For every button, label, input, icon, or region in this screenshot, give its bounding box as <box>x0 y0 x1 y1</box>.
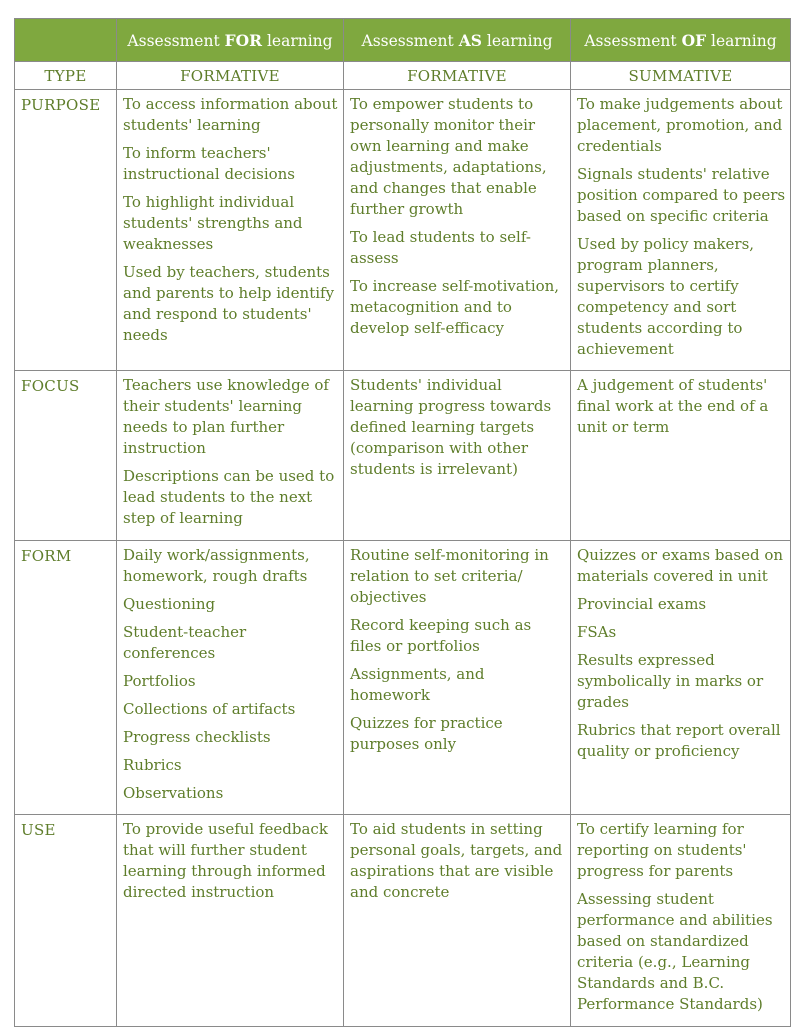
cell-item: Students' individual learning progress towards defined learning targets (comparison with other students is irrelevant) <box>350 376 552 478</box>
cell-item: Student-teacher conferences <box>123 623 247 662</box>
use-cell-as <box>344 815 571 1027</box>
focus-cell-for <box>117 371 344 541</box>
cell-item: Observations <box>123 784 224 802</box>
row-label-purpose: PURPOSE <box>15 90 117 371</box>
cell-item: Results expressed symbolically in marks or grades <box>577 651 764 711</box>
cell-item: Progress checklists <box>123 728 271 746</box>
row-purpose <box>15 90 791 371</box>
assessment-comparison-table <box>14 18 791 1027</box>
row-label-use: USE <box>15 815 117 1027</box>
cell-item: To provide useful feedback that will further student learning through informed directed instruction <box>123 820 328 901</box>
row-use <box>15 815 791 1027</box>
focus-cell-of <box>571 371 791 541</box>
header-assessment-of: Assessment OF learning <box>571 19 791 62</box>
header-corner-cell <box>15 19 117 62</box>
cell-item: Routine self-monitoring in relation to set criteria/ objectives <box>350 546 549 606</box>
purpose-cell-of <box>571 90 791 371</box>
cell-item: Portfolios <box>123 672 196 690</box>
cell-item: Used by policy makers, program planners, supervisors to certify competency and sort students according to achievement <box>577 235 755 358</box>
cell-item: To certify learning for reporting on students' progress for parents <box>577 820 747 880</box>
use-cell-for <box>117 815 344 1027</box>
cell-item: Descriptions can be used to lead students to the next step of learning <box>123 467 335 527</box>
cell-item: Signals students' relative position compared to peers based on specific criteria <box>577 165 786 225</box>
cell-item: Rubrics that report overall quality or proficiency <box>577 721 781 760</box>
row-label-form: FORM <box>15 541 117 815</box>
row-label-type: TYPE <box>15 62 117 90</box>
cell-item: Assignments, and homework <box>350 665 485 704</box>
assessment-table-container <box>14 18 791 1027</box>
cell-item: To inform teachers' instructional decisions <box>123 144 296 183</box>
cell-item: Daily work/assignments, homework, rough drafts <box>123 546 310 585</box>
type-value-for: FORMATIVE <box>117 62 344 90</box>
type-value-of: SUMMATIVE <box>571 62 791 90</box>
row-label-focus: FOCUS <box>15 371 117 541</box>
header-row <box>15 19 791 62</box>
cell-item: Collections of artifacts <box>123 700 296 718</box>
form-cell-as <box>344 541 571 815</box>
cell-item: To empower students to personally monitor their own learning and make adjustments, adaptations, and changes that enable further growth <box>350 95 547 218</box>
purpose-cell-for <box>117 90 344 371</box>
cell-item: FSAs <box>577 623 617 641</box>
header-assessment-as: Assessment AS learning <box>344 19 571 62</box>
cell-item: Rubrics <box>123 756 182 774</box>
cell-item: To access information about students' learning <box>123 95 338 134</box>
form-cell-for <box>117 541 344 815</box>
cell-item: Assessing student performance and abilities based on standardized criteria (e.g., Learning Standards and B.C. Performance Standards) <box>577 890 773 1013</box>
form-cell-of <box>571 541 791 815</box>
cell-item: Quizzes or exams based on materials covered in unit <box>577 546 784 585</box>
header-assessment-for: Assessment FOR learning <box>117 19 344 62</box>
use-cell-of <box>571 815 791 1027</box>
cell-item: To lead students to self-assess <box>350 228 531 267</box>
cell-item: To highlight individual students' strengths and weaknesses <box>123 193 303 253</box>
cell-item: To increase self-motivation, metacognition and to develop self-efficacy <box>350 277 560 337</box>
cell-item: A judgement of students' final work at the end of a unit or term <box>577 376 769 436</box>
cell-item: Teachers use knowledge of their students' learning needs to plan further instruction <box>123 376 329 457</box>
cell-item: Provincial exams <box>577 595 707 613</box>
cell-item: To aid students in setting personal goals, targets, and aspirations that are visible and concrete <box>350 820 563 901</box>
cell-item: Record keeping such as files or portfolios <box>350 616 532 655</box>
purpose-cell-as <box>344 90 571 371</box>
type-value-as: FORMATIVE <box>344 62 571 90</box>
cell-item: Questioning <box>123 595 216 613</box>
row-focus <box>15 371 791 541</box>
row-form <box>15 541 791 815</box>
cell-item: To make judgements about placement, promotion, and credentials <box>577 95 783 155</box>
cell-item: Quizzes for practice purposes only <box>350 714 503 753</box>
type-row <box>15 62 791 90</box>
cell-item: Used by teachers, students and parents to help identify and respond to students' needs <box>123 263 335 344</box>
focus-cell-as <box>344 371 571 541</box>
